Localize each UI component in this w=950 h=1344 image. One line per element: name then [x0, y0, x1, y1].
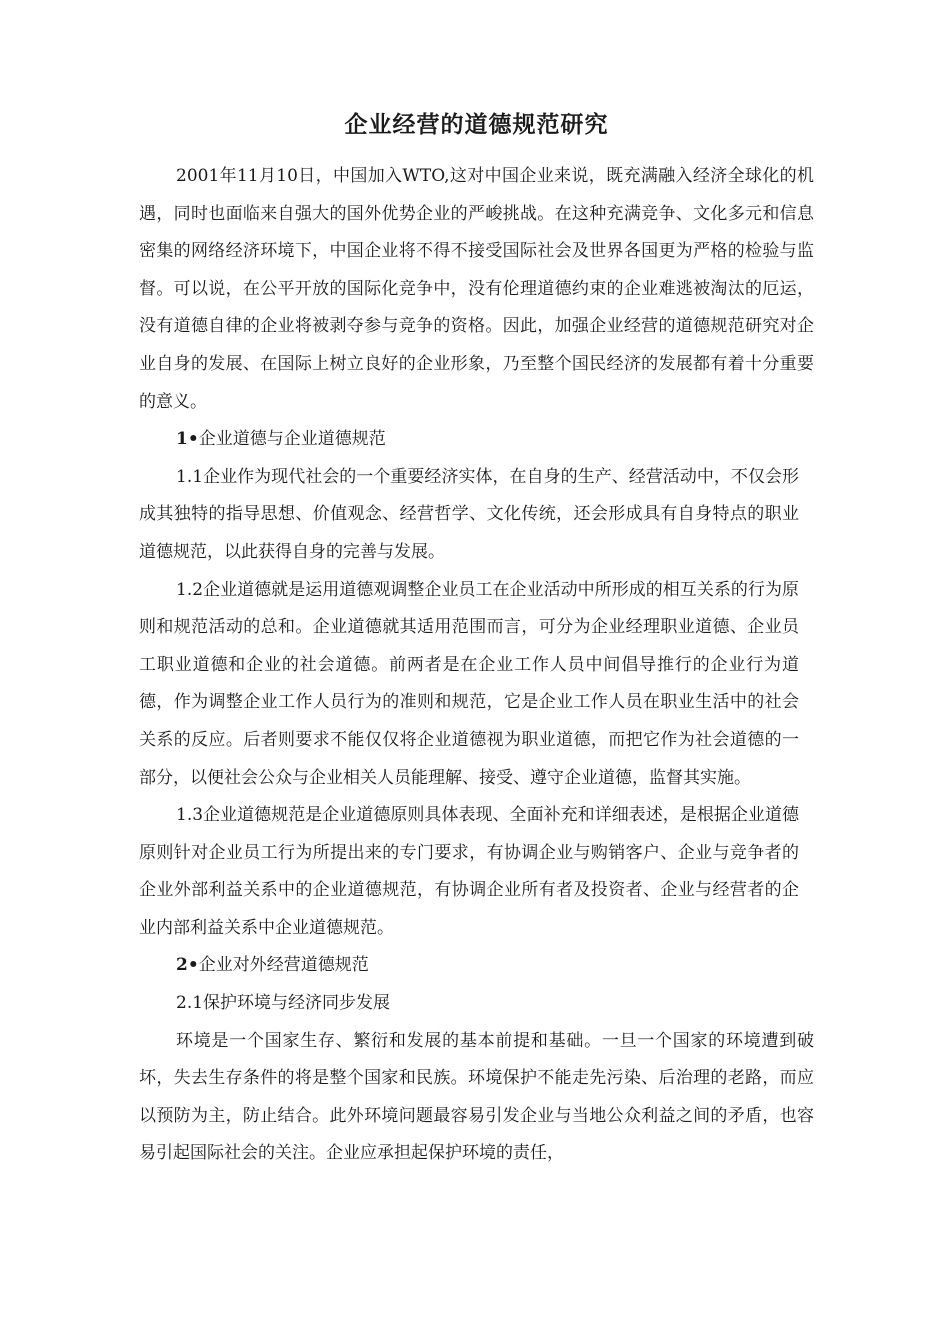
section-heading-1 — [139, 421, 814, 459]
section-heading-text-1: 企业道德与企业道德规范 — [198, 429, 386, 450]
page-title: 企业经营的道德规范研究 — [344, 111, 609, 138]
section-heading-text-2: 企业对外经营道德规范 — [198, 955, 369, 976]
paragraph-2-1: 环境是一个国家生存、繁衍和发展的基本前提和基础。一旦一个国家的环境遭到破坏，失去生存条件的将是整个国家和民族。环境保护不能走先污染、后治理的老路，而应以预防为主，防止结合。此外环境问题最容易引发企业与当地公众利益之间的矛盾，也容易引起国际社会的关注。企业应承担起保护环境的责任， — [139, 1030, 814, 1164]
section-number-1: 1• — [176, 429, 199, 450]
intro-paragraph: 2001年11月10日，中国加入WTO,这对中国企业来说，既充满融入经济全球化的机遇，同时也面临来自强大的国外优势企业的严峻挑战。在这种充满竞争、文化多元和信息密集的网络经济环境下，中国企业将不得不接受国际社会及世界各国更为严格的检验与监督。可以说，在公平开放的国际化竞争中，没有伦理道德约束的企业难逃被淘汰的厄运，没有道德自律的企业将被剥夺参与竞争的资格。因此，加强企业经营的道德规范研究对企业自身的发展、在国际上树立良好的企业形象，乃至整个国民经济的发展都有着十分重要的意义。 — [139, 166, 814, 412]
section-number-2: 2• — [176, 955, 199, 976]
document-page — [139, 100, 814, 1173]
section-heading-2 — [139, 947, 814, 985]
paragraph-1-3: 1.3企业道德规范是企业道德原则具体表现、全面补充和详细表述，是根据企业道德原则针对企业员工行为所提出来的专门要求，有协调企业与购销客户、企业与竞争者的企业外部利益关系中的企业道德规范，有协调企业所有者及投资者、企业与经营者的企业内部利益关系中企业道德规范。 — [139, 805, 799, 938]
paragraph-1-2: 1.2企业道德就是运用道德观调整企业员工在企业活动中所形成的相互关系的行为原则和规范活动的总和。企业道德就其适用范围而言，可分为企业经理职业道德、企业员工职业道德和企业的社会道德。前两者是在企业工作人员中间倡导推行的企业行为道德，作为调整企业工作人员行为的准则和规范，它是企业工作人员在职业生活中的社会关系的反应。后者则要求不能仅仅将企业道德视为职业道德，而把它作为社会道德的一部分，以便社会公众与企业相关人员能理解、接受、遵守企业道德，监督其实施。 — [139, 579, 799, 788]
paragraph-1-1: 1.1企业作为现代社会的一个重要经济实体，在自身的生产、经营活动中，不仅会形成其独特的指导思想、价值观念、经营哲学、文化传统，还会形成具有自身特点的职业道德规范，以此获得自身的完善与发展。 — [139, 466, 799, 562]
subsection-heading-2-1: 2.1保护环境与经济同步发展 — [176, 993, 391, 1014]
